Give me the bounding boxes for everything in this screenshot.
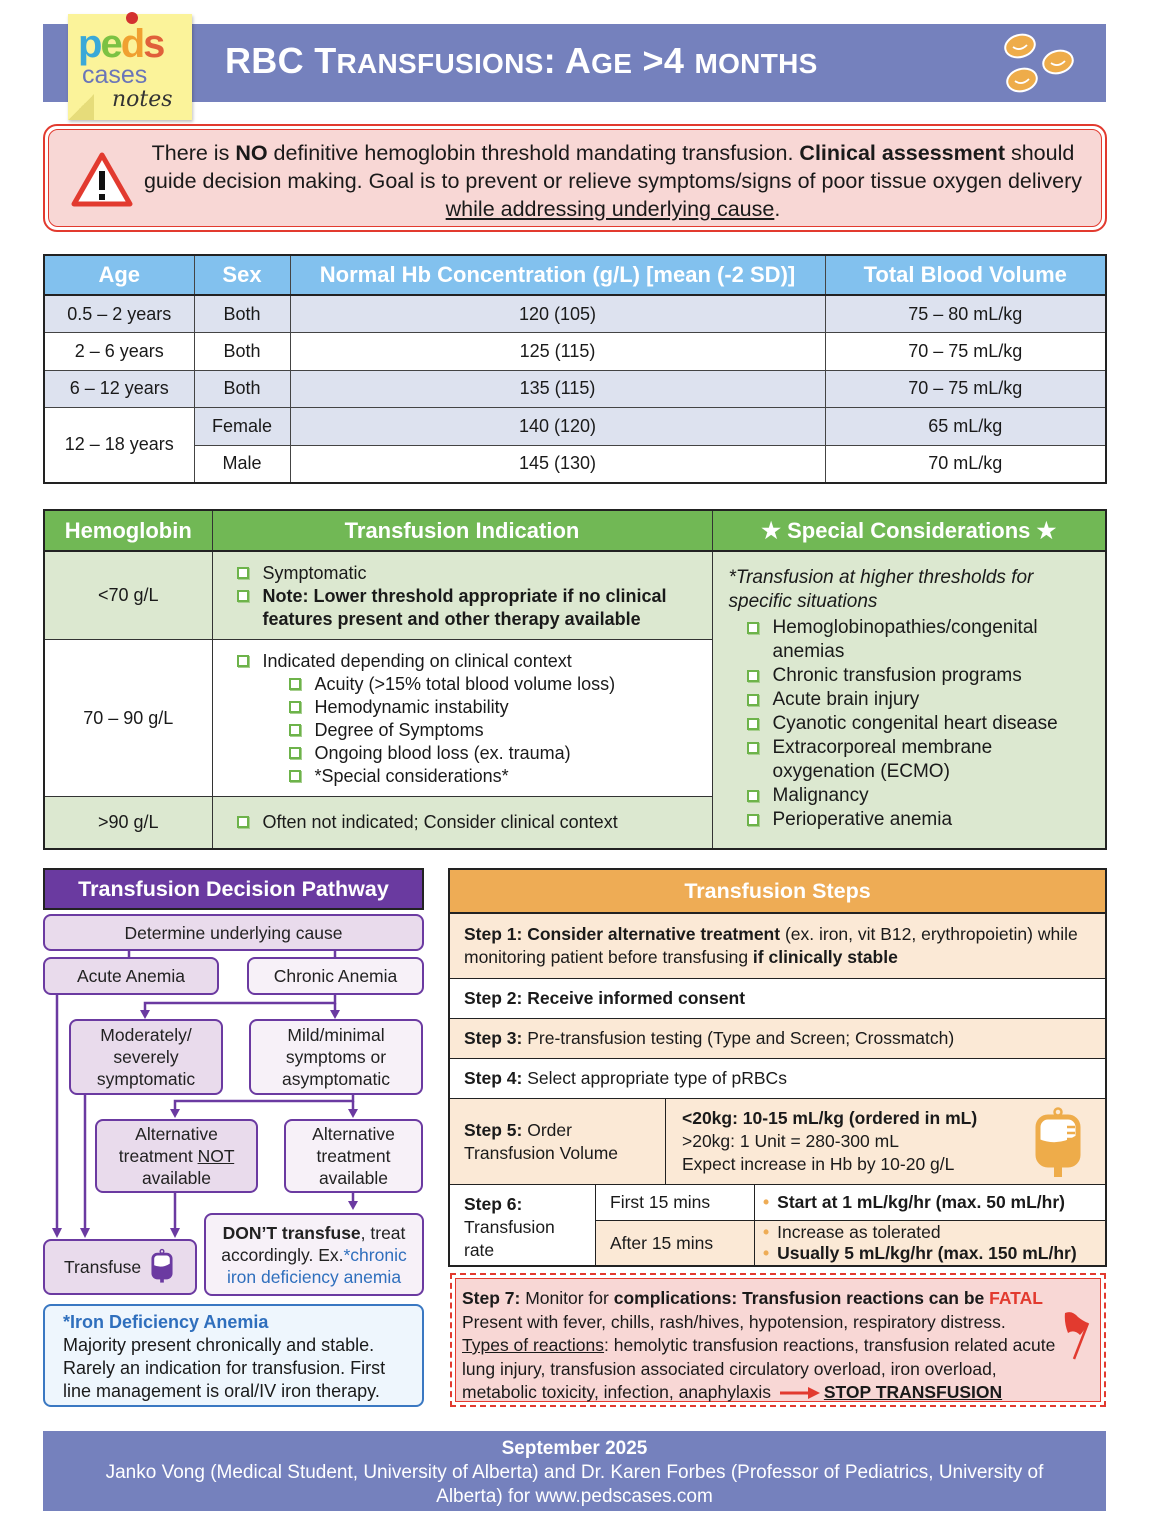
checkbox-icon — [237, 567, 249, 579]
indication-subitem: Degree of Symptoms — [314, 720, 484, 740]
sex-cell: Male — [194, 445, 290, 483]
indication-cell — [212, 551, 712, 640]
volume-under-20kg: <20kg: 10-15 mL/kg (ordered in mL) — [682, 1108, 978, 1128]
indication-subitem: *Special considerations* — [314, 766, 509, 786]
volume-cell: 70 – 75 mL/kg — [825, 370, 1106, 408]
indication-subitem: Hemodynamic instability — [314, 697, 509, 717]
col-hb: Normal Hb Concentration (g/L) [mean (-2 SD)] — [290, 255, 825, 295]
blood-bag-icon — [1033, 1107, 1083, 1179]
indication-cell — [212, 797, 712, 849]
checkbox-icon — [237, 816, 249, 828]
volume-cell: 75 – 80 mL/kg — [825, 295, 1106, 333]
special-item: Perioperative anemia — [772, 809, 953, 830]
col-volume: Total Blood Volume — [825, 255, 1106, 295]
warning-triangle-icon — [71, 152, 133, 208]
special-item: Acute brain injury — [772, 689, 920, 710]
hb-range-cell: <70 g/L — [44, 551, 212, 640]
logo-cases: cases — [82, 61, 148, 89]
acute-anemia-node: Acute Anemia — [43, 957, 219, 995]
special-considerations-cell — [712, 551, 1106, 849]
table-row — [44, 370, 1106, 408]
indication-item: Often not indicated; Consider clinical context — [262, 811, 618, 832]
table-row — [44, 408, 1106, 446]
checkbox-icon — [747, 790, 759, 802]
iron-deficiency-link: *chronic iron deficiency anemia — [226, 1244, 407, 1287]
col-indication: Transfusion Indication — [212, 510, 712, 551]
special-item: Chronic transfusion programs — [772, 665, 1022, 686]
checkbox-icon — [747, 670, 759, 682]
checkbox-icon — [747, 718, 759, 730]
hb-cell: 125 (115) — [290, 333, 825, 371]
indication-item: Indicated depending on clinical context — [262, 651, 572, 671]
pedscases-logo — [68, 14, 192, 120]
iron-deficiency-box — [43, 1304, 424, 1407]
reaction-symptoms: Present with fever, chills, rash/hives, hypotension, respiratory distress. — [462, 1311, 1006, 1332]
table-row — [44, 445, 1106, 483]
footer-date: September 2025 — [501, 1438, 648, 1459]
mild-symptoms-node: Mild/minimal symptoms or asymptomatic — [249, 1019, 423, 1095]
checkbox-icon — [289, 724, 301, 736]
warning-text: There is NO definitive hemoglobin threshold mandating transfusion. Clinical assessment should guide decision making. Goal is to prevent or relieve symptoms/signs of poor tissue oxygen delivery while addressing underlying cause. — [143, 141, 1083, 221]
indication-cell — [212, 640, 712, 797]
indication-subitem: Acuity (>15% total blood volume loss) — [314, 674, 616, 694]
table-row — [44, 295, 1106, 333]
col-special: ★ Special Considerations ★ — [712, 510, 1106, 551]
indication-table — [43, 509, 1107, 850]
step-3: Step 3: Pre-transfusion testing (Type and Screen; Crossmatch) — [450, 1019, 1105, 1059]
sex-cell: Female — [194, 408, 290, 446]
checkbox-icon — [289, 770, 301, 782]
checkbox-icon — [289, 701, 301, 713]
table-row — [44, 333, 1106, 371]
ida-title: *Iron Deficiency Anemia — [63, 1312, 269, 1332]
steps-title: Transfusion Steps — [450, 870, 1105, 914]
checkbox-icon — [237, 655, 249, 667]
dont-transfuse-node: DON’T transfuse, treat accordingly. Ex.*chronic iron deficiency anemia — [204, 1213, 424, 1296]
normal-values-table — [43, 254, 1107, 484]
first-15-mins: First 15 mins — [596, 1185, 755, 1221]
step-5: Step 5: Order Transfusion Volume <20kg: 10-15 mL/kg (ordered in mL) >20kg: 1 Unit = 280-300 mL Expect increase in Hb by 10-20 g/L — [450, 1099, 1105, 1185]
after-15-mins: After 15 mins — [596, 1221, 755, 1265]
indication-item: Symptomatic — [262, 563, 367, 583]
table-header-row — [44, 510, 1106, 551]
moderate-symptoms-node: Moderately/ severely symptomatic — [69, 1019, 223, 1095]
transfuse-label: Transfuse — [64, 1257, 142, 1277]
checkbox-icon — [289, 747, 301, 759]
col-sex: Sex — [194, 255, 290, 295]
indication-subitem: Ongoing blood loss (ex. trauma) — [314, 743, 571, 763]
alt-not-available-node: Alternative treatment NOT available — [95, 1119, 258, 1193]
transfusion-steps — [448, 868, 1107, 1267]
special-item: Cyanotic congenital heart disease — [772, 713, 1058, 734]
after-15-rate: • Increase as tolerated • Usually 5 mL/kg/hr (max. 150 mL/hr) — [755, 1221, 1105, 1265]
warning-box — [43, 124, 1107, 232]
special-item: Malignancy — [772, 785, 869, 806]
expected-hb-increase: Expect increase in Hb by 10-20 g/L — [682, 1154, 955, 1174]
volume-cell: 65 mL/kg — [825, 408, 1106, 446]
red-blood-cells-icon — [998, 30, 1084, 96]
age-cell: 2 – 6 years — [44, 333, 194, 371]
first-15-rate: • Start at 1 mL/kg/hr (max. 50 mL/hr) — [755, 1185, 1105, 1221]
table-row — [44, 551, 1106, 640]
arrow-right-icon — [780, 1387, 820, 1399]
age-cell: 12 – 18 years — [44, 408, 194, 483]
step-6-label: Step 6: Transfusion rate — [450, 1185, 596, 1265]
hb-range-cell: 70 – 90 g/L — [44, 640, 212, 797]
step-2: Step 2: Receive informed consent — [450, 979, 1105, 1019]
step-1: Step 1: Consider alternative treatment (ex. iron, vit B12, erythropoietin) while monitoring patient before transfusing if clinically stable — [450, 914, 1105, 979]
indication-note: Note: Lower threshold appropriate if no clinical features present and other therapy available — [262, 586, 667, 629]
sex-cell: Both — [194, 295, 290, 333]
logo-notes: notes — [112, 87, 173, 112]
footer — [43, 1431, 1106, 1511]
checkbox-icon — [747, 742, 759, 754]
transfuse-node — [43, 1239, 197, 1295]
step-7-warning: Step 7: Monitor for complications: Transfusion reactions can be FATAL Present with fever, chills, rash/hives, hypotension, respiratory distress. Types of reactions: hemolytic transfusion reactions, transfusion related acute lung injury, transfusion associated circulatory overload, iron overload, metabolic toxicity, infection, anaphylaxis STOP TRANSFUSION — [450, 1273, 1106, 1407]
blood-bag-icon — [151, 1248, 173, 1286]
footer-credits: Janko Vong (Medical Student, University of Alberta) and Dr. Karen Forbes (Professor of Pediatrics, University of Alberta) for www.pedscases.com — [105, 1462, 1044, 1507]
pathway-title: Transfusion Decision Pathway — [43, 868, 424, 910]
col-hemoglobin: Hemoglobin — [44, 510, 212, 551]
ida-text: Majority present chronically and stable. Rarely an indication for transfusion. First line management is oral/IV iron therapy. — [63, 1335, 386, 1401]
hb-cell: 145 (130) — [290, 445, 825, 483]
sex-cell: Both — [194, 370, 290, 408]
age-cell: 0.5 – 2 years — [44, 295, 194, 333]
checkbox-icon — [747, 694, 759, 706]
page-title: RBC TRANSFUSIONS: AGE >4 MONTHS — [225, 40, 818, 81]
logo-peds: peds — [78, 22, 164, 66]
checkbox-icon — [289, 678, 301, 690]
checkbox-icon — [237, 590, 249, 602]
special-item: Hemoglobinopathies/congenital anemias — [772, 617, 1038, 662]
volume-cell: 70 mL/kg — [825, 445, 1106, 483]
hb-cell: 120 (105) — [290, 295, 825, 333]
red-flag-icon — [1062, 1311, 1092, 1361]
hb-cell: 135 (115) — [290, 370, 825, 408]
hb-cell: 140 (120) — [290, 408, 825, 446]
step-6 — [450, 1185, 1105, 1265]
checkbox-icon — [747, 622, 759, 634]
volume-over-20kg: >20kg: 1 Unit = 280-300 mL — [682, 1131, 899, 1151]
fatal-label: FATAL — [989, 1288, 1043, 1308]
chronic-anemia-node: Chronic Anemia — [247, 957, 424, 995]
age-cell: 6 – 12 years — [44, 370, 194, 408]
table-header-row — [44, 255, 1106, 295]
volume-cell: 70 – 75 mL/kg — [825, 333, 1106, 371]
hb-range-cell: >90 g/L — [44, 797, 212, 849]
special-item: Extracorporeal membrane oxygenation (ECMO) — [772, 737, 993, 782]
page-curl — [68, 94, 94, 120]
determine-cause-node: Determine underlying cause — [43, 914, 424, 951]
step-4: Step 4: Select appropriate type of pRBCs — [450, 1059, 1105, 1099]
sex-cell: Both — [194, 333, 290, 371]
col-age: Age — [44, 255, 194, 295]
special-intro: *Transfusion at higher thresholds for specific situations — [728, 567, 1034, 612]
alt-available-node: Alternative treatment available — [284, 1119, 423, 1193]
stop-transfusion: STOP TRANSFUSION — [823, 1382, 1003, 1402]
checkbox-icon — [747, 814, 759, 826]
